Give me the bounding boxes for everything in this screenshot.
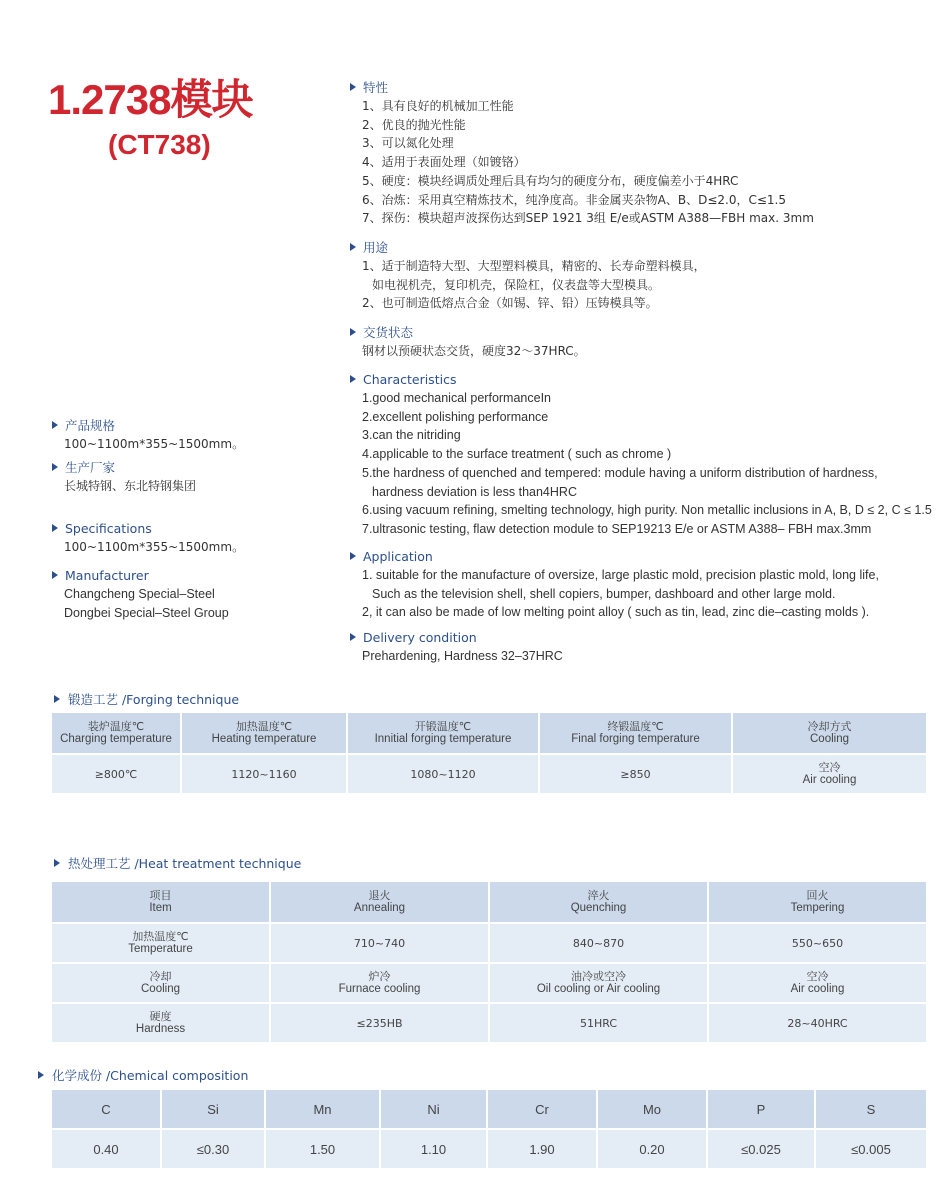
cell-en: Quenching bbox=[570, 902, 627, 914]
heat-cell bbox=[51, 923, 270, 963]
characteristics-heading-text: Characteristics bbox=[363, 372, 457, 387]
delivery-en-section bbox=[350, 629, 563, 666]
heat-cell bbox=[270, 923, 489, 963]
application-heading bbox=[350, 548, 879, 566]
usage-heading bbox=[350, 239, 706, 257]
forging-header-cell bbox=[51, 712, 181, 754]
heat-cell bbox=[708, 923, 927, 963]
forging-value-cell bbox=[732, 754, 927, 794]
features-item: 3、可以氮化处理 bbox=[362, 136, 454, 151]
delivery-en-text: Prehardening, Hardness 32–37HRC bbox=[362, 649, 563, 663]
maker-en-heading bbox=[52, 567, 229, 585]
cell-cn: ≥800℃ bbox=[94, 767, 138, 781]
cell-cn: ≤235HB bbox=[356, 1016, 403, 1030]
forging-header-cell bbox=[181, 712, 347, 754]
application-item: 2, it can also be made of low melting point alloy ( such as tin, lead, zinc die–casting molds ). bbox=[362, 605, 870, 620]
maker-cn-heading-text: 生产厂家 bbox=[65, 460, 116, 475]
features-item: 2、优良的抛光性能 bbox=[362, 117, 466, 132]
cell-cn: 1120~1160 bbox=[231, 767, 297, 781]
usage-section bbox=[350, 239, 706, 313]
characteristics-item: 1.good mechanical performanceIn bbox=[362, 391, 552, 405]
heat-cell bbox=[708, 1003, 927, 1043]
cell-cn: 油冷或空冷 bbox=[571, 970, 626, 983]
forging-header-cell bbox=[732, 712, 927, 754]
cell-cn: 51HRC bbox=[579, 1016, 618, 1030]
forging-value-row bbox=[51, 754, 927, 794]
cell-cn: 淬火 bbox=[587, 889, 610, 902]
features-heading bbox=[350, 79, 814, 97]
chemical-heading-text: 化学成份 /Chemical composition bbox=[52, 1068, 249, 1083]
spec-cn-section bbox=[52, 417, 244, 454]
spec-en-heading bbox=[52, 520, 244, 538]
characteristics-item: 3.can the nitriding bbox=[362, 428, 461, 443]
chemical-value-cell: 1.10 bbox=[380, 1129, 487, 1169]
spec-en-section bbox=[52, 520, 244, 557]
chemical-element-cell: Mn bbox=[265, 1089, 380, 1129]
features-item: 4、适用于表面处理（如镀铬） bbox=[362, 155, 526, 170]
cell-cn: 退火 bbox=[368, 889, 391, 902]
heat-cell bbox=[51, 1003, 270, 1043]
cell-cn: 装炉温度℃ bbox=[87, 720, 145, 733]
forging-heading bbox=[54, 690, 239, 708]
cell-cn: 炉冷 bbox=[368, 970, 391, 983]
forging-heading-text: 锻造工艺 /Forging technique bbox=[68, 692, 240, 707]
triangle-bullet-icon bbox=[38, 1071, 44, 1079]
heat-cell bbox=[708, 881, 927, 923]
chemical-element-cell: S bbox=[815, 1089, 927, 1129]
heat-header-row bbox=[51, 881, 927, 923]
heat-row bbox=[51, 1003, 927, 1043]
chemical-element-cell: Mo bbox=[597, 1089, 707, 1129]
triangle-bullet-icon bbox=[350, 243, 356, 251]
maker-cn-text: 长城特钢、东北特钢集团 bbox=[64, 479, 197, 493]
cell-en: Cooling bbox=[141, 983, 180, 995]
spec-cn-heading bbox=[52, 417, 244, 435]
chemical-element-cell: C bbox=[51, 1089, 161, 1129]
features-section bbox=[350, 79, 814, 228]
spec-cn-heading-text: 产品规格 bbox=[65, 418, 116, 433]
forging-value-cell bbox=[51, 754, 181, 794]
characteristics-item: 7.ultrasonic testing, flaw detection module to SEP19213 E/e or ASTM A388– FBH max.3mm bbox=[362, 521, 872, 536]
cell-en: Air cooling bbox=[802, 774, 857, 786]
cell-en: Hardness bbox=[135, 1023, 186, 1035]
cell-cn: 空冷 bbox=[806, 970, 829, 983]
delivery-cn-heading bbox=[350, 324, 586, 342]
cell-en: Temperature bbox=[128, 943, 193, 955]
chemical-element-cell: Si bbox=[161, 1089, 265, 1129]
application-item: 1. suitable for the manufacture of oversize, large plastic mold, precision plastic mold, long life, bbox=[362, 568, 879, 582]
usage-item: 如电视机壳，复印机壳，保险杠，仪表盘等大型模具。 bbox=[372, 277, 661, 292]
features-heading-text: 特性 bbox=[363, 80, 389, 95]
cell-cn: 550~650 bbox=[791, 936, 844, 950]
triangle-bullet-icon bbox=[350, 552, 356, 560]
characteristics-item: hardness deviation is less than4HRC bbox=[372, 484, 577, 499]
cell-en: Cooling bbox=[810, 733, 849, 745]
characteristics-heading bbox=[350, 371, 932, 389]
triangle-bullet-icon bbox=[52, 421, 58, 429]
cell-en: Heating temperature bbox=[211, 733, 317, 745]
cell-en: Air cooling bbox=[790, 983, 845, 995]
spec-en-heading-text: Specifications bbox=[65, 521, 152, 536]
cell-cn: 1080~1120 bbox=[410, 767, 476, 781]
cell-cn: 840~870 bbox=[572, 936, 625, 950]
cell-cn: ≥850 bbox=[620, 767, 651, 781]
maker-cn-heading bbox=[52, 459, 196, 477]
cell-cn: 终锻温度℃ bbox=[607, 720, 664, 733]
triangle-bullet-icon bbox=[350, 375, 356, 383]
product-title: 1.2738模块 bbox=[48, 76, 253, 123]
cell-en: Annealing bbox=[353, 902, 406, 914]
characteristics-item: 4.applicable to the surface treatment ( such as chrome ) bbox=[362, 447, 672, 462]
delivery-cn-heading-text: 交货状态 bbox=[363, 325, 414, 340]
chemical-table bbox=[50, 1088, 928, 1170]
cell-cn: 710~740 bbox=[353, 936, 406, 950]
forging-header-cell bbox=[347, 712, 539, 754]
application-section bbox=[350, 548, 879, 622]
chemical-value-cell: 0.40 bbox=[51, 1129, 161, 1169]
characteristics-item: 2.excellent polishing performance bbox=[362, 409, 549, 424]
usage-item: 1、适于制造特大型、大型塑料模具，精密的、长寿命塑料模具， bbox=[362, 259, 706, 273]
cell-cn: 项目 bbox=[149, 889, 172, 902]
cell-en: Innitial forging temperature bbox=[374, 733, 512, 745]
chemical-value-cell: 1.90 bbox=[487, 1129, 597, 1169]
maker-en-line: Dongbei Special–Steel Group bbox=[64, 605, 229, 620]
heat-cell bbox=[489, 923, 708, 963]
forging-table bbox=[50, 711, 928, 795]
chemical-value-cell: ≤0.30 bbox=[161, 1129, 265, 1169]
forging-header-cell bbox=[539, 712, 732, 754]
triangle-bullet-icon bbox=[350, 328, 356, 336]
heat-cell bbox=[708, 963, 927, 1003]
cell-en: Final forging temperature bbox=[571, 733, 700, 745]
heat-cell bbox=[270, 1003, 489, 1043]
cell-cn: 加热温度℃ bbox=[132, 930, 189, 943]
chemical-value-row bbox=[51, 1129, 927, 1169]
forging-header-row bbox=[51, 712, 927, 754]
triangle-bullet-icon bbox=[52, 571, 58, 579]
characteristics-section bbox=[350, 371, 932, 539]
maker-cn-section bbox=[52, 459, 196, 496]
cell-en: Furnace cooling bbox=[338, 983, 421, 995]
usage-item: 2、也可制造低熔点合金（如锡、锌、铅）压铸模具等。 bbox=[362, 296, 658, 311]
triangle-bullet-icon bbox=[350, 633, 356, 641]
features-item: 1、具有良好的机械加工性能 bbox=[362, 99, 514, 113]
chemical-value-cell: 1.50 bbox=[265, 1129, 380, 1169]
forging-value-cell bbox=[539, 754, 732, 794]
chemical-element-cell: Cr bbox=[487, 1089, 597, 1129]
maker-en-section bbox=[52, 567, 229, 622]
features-item: 6、冶炼：采用真空精炼技术，纯净度高。非金属夹杂物A、B、D≤2.0，C≤1.5 bbox=[362, 192, 786, 207]
usage-heading-text: 用途 bbox=[363, 240, 389, 255]
heat-row bbox=[51, 923, 927, 963]
chemical-element-row bbox=[51, 1089, 927, 1129]
features-item: 7、探伤：模块超声波探伤达到SEP 1921 3组 E/e或ASTM A388—FBH max. 3mm bbox=[362, 211, 814, 226]
heat-cell bbox=[489, 881, 708, 923]
product-subtitle: (CT738) bbox=[108, 129, 211, 160]
chemical-heading bbox=[38, 1066, 248, 1084]
delivery-en-heading-text: Delivery condition bbox=[363, 630, 477, 645]
cell-cn: 28~40HRC bbox=[787, 1016, 848, 1030]
chemical-value-cell: ≤0.025 bbox=[707, 1129, 815, 1169]
triangle-bullet-icon bbox=[350, 83, 356, 91]
cell-en: Item bbox=[149, 902, 172, 914]
triangle-bullet-icon bbox=[52, 524, 58, 532]
cell-cn: 加热温度℃ bbox=[235, 720, 293, 733]
cell-en: Oil cooling or Air cooling bbox=[536, 983, 661, 995]
cell-cn: 硬度 bbox=[149, 1010, 172, 1023]
application-item: Such as the television shell, shell copiers, bumper, dashboard and other large mold. bbox=[372, 586, 836, 601]
heat-row bbox=[51, 963, 927, 1003]
cell-cn: 开锻温度℃ bbox=[414, 720, 472, 733]
spec-en-text: 100~1100m*355~1500mm。 bbox=[64, 540, 245, 554]
cell-cn: 冷却 bbox=[149, 970, 172, 983]
application-heading-text: Application bbox=[363, 549, 433, 564]
cell-cn: 冷却方式 bbox=[807, 720, 852, 733]
forging-value-cell bbox=[181, 754, 347, 794]
heat-cell bbox=[51, 881, 270, 923]
chemical-value-cell: ≤0.005 bbox=[815, 1129, 927, 1169]
heat-cell bbox=[270, 881, 489, 923]
triangle-bullet-icon bbox=[54, 695, 60, 703]
delivery-en-heading bbox=[350, 629, 563, 647]
chemical-element-cell: Ni bbox=[380, 1089, 487, 1129]
delivery-cn-text: 钢材以预硬状态交货，硬度32～37HRC。 bbox=[362, 344, 586, 358]
chemical-element-cell: P bbox=[707, 1089, 815, 1129]
heat-cell bbox=[270, 963, 489, 1003]
heat-cell bbox=[489, 1003, 708, 1043]
heat-cell bbox=[489, 963, 708, 1003]
cell-en: Charging temperature bbox=[60, 733, 172, 745]
heat-cell bbox=[51, 963, 270, 1003]
cell-en: Tempering bbox=[790, 902, 845, 914]
heat-table bbox=[50, 880, 928, 1044]
maker-en-line: Changcheng Special–Steel bbox=[64, 587, 215, 601]
heat-heading-text: 热处理工艺 /Heat treatment technique bbox=[68, 856, 302, 871]
triangle-bullet-icon bbox=[54, 859, 60, 867]
delivery-cn-section bbox=[350, 324, 586, 361]
characteristics-item: 6.using vacuum refining, smelting technology, high purity. Non metallic inclusions in A, B, D ≤ 2, C ≤ 1.5 bbox=[362, 503, 932, 518]
cell-cn: 回火 bbox=[806, 889, 829, 902]
characteristics-item: 5.the hardness of quenched and tempered: module having a uniform distribution of hardness, bbox=[362, 465, 878, 480]
maker-en-heading-text: Manufacturer bbox=[65, 568, 149, 583]
features-item: 5、硬度：模块经调质处理后具有均匀的硬度分布，硬度偏差小于4HRC bbox=[362, 173, 739, 188]
chemical-value-cell: 0.20 bbox=[597, 1129, 707, 1169]
heat-heading bbox=[54, 854, 301, 872]
cell-cn: 空冷 bbox=[818, 761, 841, 774]
spec-cn-text: 100~1100m*355~1500mm。 bbox=[64, 437, 245, 451]
forging-value-cell bbox=[347, 754, 539, 794]
triangle-bullet-icon bbox=[52, 463, 58, 471]
